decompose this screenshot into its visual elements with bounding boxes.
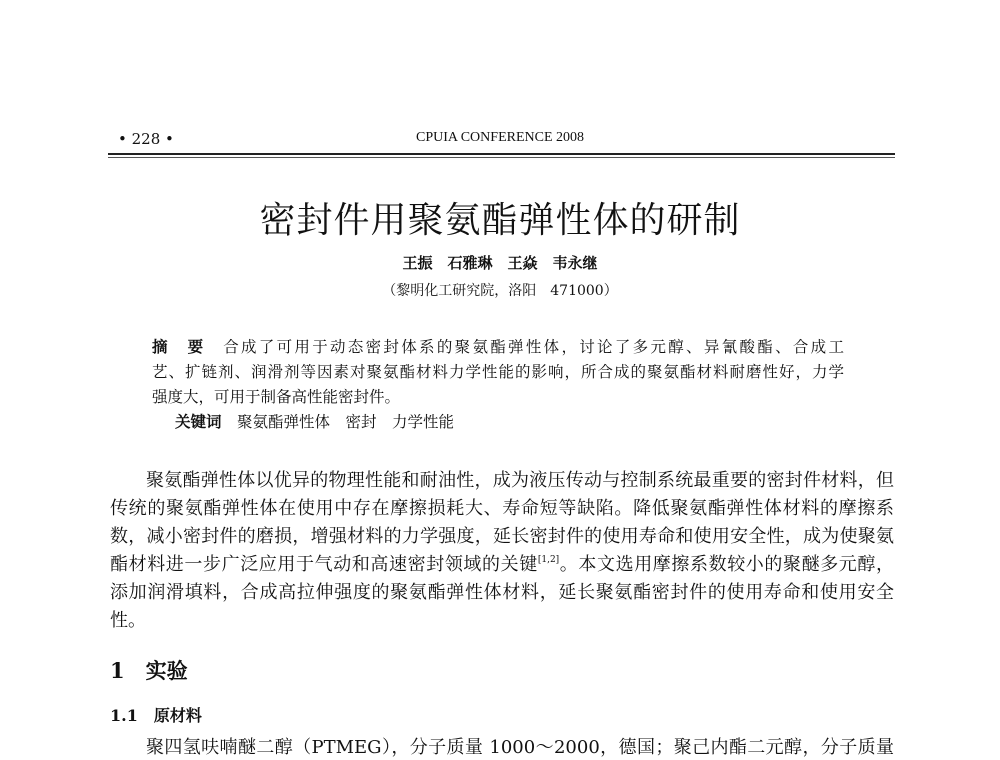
body-line: 数，减小密封件的磨损，增强材料的力学强度，延长密封件的使用寿命和使用安全性，成为使聚氨 xyxy=(110,526,894,547)
body-line: 聚氨酯弹性体以优异的物理性能和耐油性，成为液压传动与控制系统最重要的密封件材料，但 xyxy=(146,470,894,491)
paper-title: 密封件用聚氨酯弹性体的研制 xyxy=(259,200,741,241)
keywords-label: 关键词 xyxy=(175,412,222,431)
body-text: 酯材料进一步广泛应用于气动和高速密封领域的关键 xyxy=(110,554,538,575)
running-header: CPUIA CONFERENCE 2008 xyxy=(415,130,585,145)
header-rule xyxy=(108,153,895,155)
body-line: 聚四氢呋喃醚二醇（PTMEG），分子质量 1000～2000，德国；聚己内酯二元醇，分子质量 xyxy=(146,737,894,758)
keywords: 聚氨酯弹性体 密封 力学性能 xyxy=(237,413,455,431)
section-heading: 1 实验 xyxy=(110,658,188,683)
body-line: 性。 xyxy=(110,610,146,631)
keywords-line xyxy=(175,410,454,432)
body-text: 。本文选用摩擦系数较小的聚醚多元醇， xyxy=(559,554,894,575)
body-line: 传统的聚氨酯弹性体在使用中存在摩擦损耗大、寿命短等缺陷。降低聚氨酯弹性体材料的摩擦系 xyxy=(110,498,894,519)
affiliation: （黎明化工研究院，洛阳 471000） xyxy=(382,283,618,299)
abstract-line: 艺、扩链剂、润滑剂等因素对聚氨酯材料力学性能的影响，所合成的聚氨酯材料耐磨性好，力学 xyxy=(152,363,844,381)
header-rule-thin xyxy=(108,157,895,158)
abstract-line xyxy=(152,335,844,357)
abstract-line: 强度大，可用于制备高性能密封件。 xyxy=(152,388,401,406)
abstract-label: 摘 要 xyxy=(152,337,206,356)
body-line: 添加润滑填料，合成高拉伸强度的聚氨酯弹性体材料，延长聚氨酯密封件的使用寿命和使用安全 xyxy=(110,582,894,603)
page-number: • 228 • xyxy=(118,130,174,148)
citation: [1,2] xyxy=(537,555,560,565)
subsection-heading: 1.1 原材料 xyxy=(110,706,202,725)
authors: 王振 石雅琳 王焱 韦永继 xyxy=(402,254,598,272)
abstract-text: 合成了可用于动态密封体系的聚氨酯弹性体，讨论了多元醇、异氰酸酯、合成工 xyxy=(223,338,844,356)
body-line xyxy=(110,550,894,576)
